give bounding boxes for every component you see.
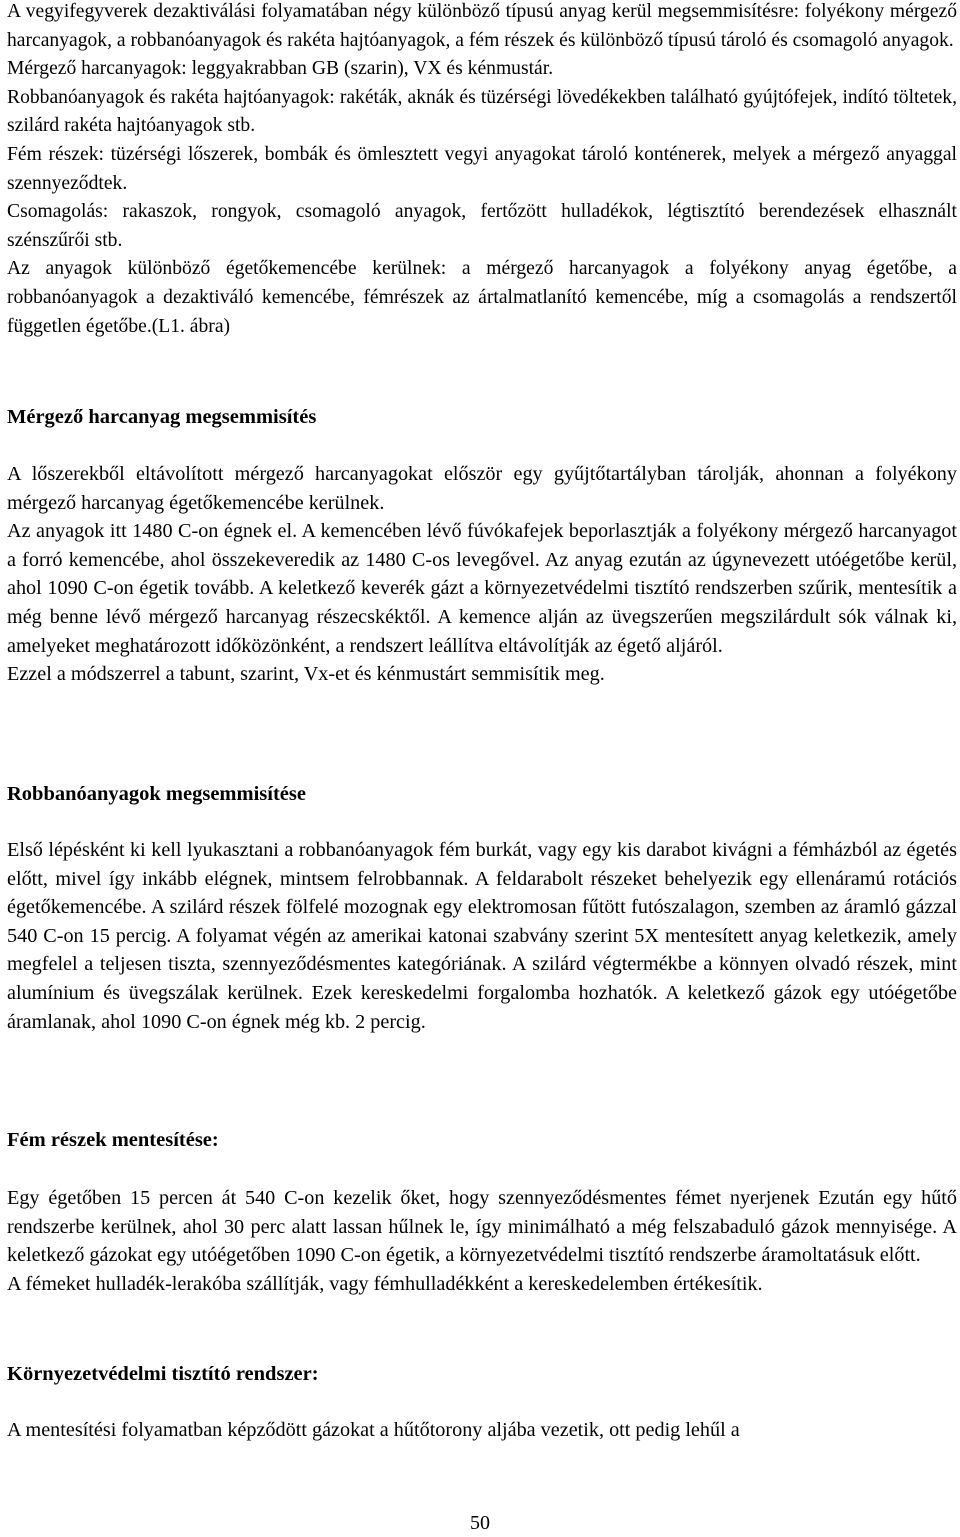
section-paragraph: Ezzel a módszerrel a tabunt, szarint, Vx-et és kénmustárt semmisítik meg. xyxy=(7,663,605,686)
page-number: 50 xyxy=(470,1512,490,1534)
section-paragraph: Egy égetőben 15 percen át 540 C-on kezelik őket, hogy szennyeződésmentes fémet nyerjenek Ezután egy hűtő rendszerbe kerülnek, ahol 30 perc alatt lassan hűlnek le, így minimálható a még felszabaduló gázok mennyisége. A keletkező gázokat egy utóégetőben 1090 C-on égetik, a környezetvédelmi tisztító rendszerbe áramoltatásuk előtt. xyxy=(7,1187,957,1267)
section-heading: Mérgező harcanyag megsemmisítés xyxy=(7,406,317,428)
section-body xyxy=(7,1184,957,1298)
section-paragraph: Az anyagok itt 1480 C-on égnek el. A kemencében lévő fúvókafejek beporlasztják a folyékony mérgező harcanyagot a forró kemencébe, ahol összekeveredik az 1480 C-os levegővel. Az anyag ezután az úgynevezett utóégetőbe kerül, ahol 1090 C-on égetik tovább. A keletkező keverék gázt a környezetvédelmi tisztító rendszerben szűrik, mentesítik a még benne lévő mérgező harcanyag részecskéktől. A kemence alján az üvegszerűen megszilárdult sók válnak ki, amelyeket meghatározott időközönként, a rendszert leállítva eltávolítják az égető aljáról. xyxy=(7,520,957,657)
section-heading: Fém részek mentesítése: xyxy=(7,1129,219,1151)
intro-paragraph: A vegyifegyverek dezaktiválási folyamatában négy különböző típusú anyag kerül megsemmisítésre: folyékony mérgező harcanyagok, a robbanóanyagok és rakéta hajtóanyagok, a fém részek és különböző típusú tároló és csomagoló anyagok. xyxy=(7,1,957,51)
section-body xyxy=(7,836,957,1036)
intro-block xyxy=(7,0,957,341)
section-paragraph: A lőszerekből eltávolított mérgező harcanyagokat először egy gyűjtőtartályban tárolják, ahonnan a folyékony mérgező harcanyag égetőkemencébe kerülnek. xyxy=(7,463,957,514)
intro-paragraph: Mérgező harcanyagok: leggyakrabban GB (szarin), VX és kénmustár. xyxy=(7,58,554,80)
section-paragraph: A mentesítési folyamatban képződött gázokat a hűtőtorony aljába vezetik, ott pedig lehűl a xyxy=(7,1419,740,1441)
section-heading: Környezetvédelmi tisztító rendszer: xyxy=(7,1363,319,1385)
section-paragraph: Első lépésként ki kell lyukasztani a robbanóanyagok fém burkát, vagy egy kis darabot kivágni a fémházból az égetés előtt, mivel így inkább elégnek, mintsem felrobbannak. A feldarabolt részeket behelyezik egy ellenáramú rotációs égetőkemencébe. A szilárd részek fölfelé mozognak egy elektromosan fűtött futószalagon, szemben az áramló gázzal 540 C-on 15 percig. A folyamat végén az amerikai katonai szabvány szerint 5X mentesített anyag keletkezik, amely megfelel a teljesen tiszta, szennyeződésmentes kategóriának. A szilárd végtermékbe a könnyen olvadó részek, mint alumínium és üvegszálak kerülnek. Ezek kereskedelmi forgalomba hozhatók. A keletkező gázok egy utóégetőbe áramlanak, ahol 1090 C-on égnek még kb. 2 percig. xyxy=(7,839,957,1033)
intro-paragraph: Robbanóanyagok és rakéta hajtóanyagok: rakéták, aknák és tüzérségi lövedékekben található gyújtófejek, indító töltetek, szilárd rakéta hajtóanyagok stb. xyxy=(7,86,957,137)
section-paragraph: A fémeket hulladék-lerakóba szállítják, vagy fémhulladékként a kereskedelemben értékesítik. xyxy=(7,1272,763,1295)
section-body xyxy=(7,1416,957,1445)
section-body xyxy=(7,460,957,689)
intro-paragraph: Fém részek: tüzérségi lőszerek, bombák és ömlesztett vegyi anyagokat tároló konténerek, melyek a mérgező anyaggal szennyeződtek. xyxy=(7,143,957,194)
intro-paragraph: Csomagolás: rakaszok, rongyok, csomagoló anyagok, fertőzött hulladékok, légtisztító berendezések elhasznált szénszűrői stb. xyxy=(7,201,957,251)
section-heading: Robbanóanyagok megsemmisítése xyxy=(7,783,306,805)
intro-paragraph: Az anyagok különböző égetőkemencébe kerülnek: a mérgező harcanyagok a folyékony anyag égetőbe, a robbanóanyagok a dezaktiváló kemencébe, fémrészek az ártalmatlanító kemencébe, míg a csomagolás a rendszertől független égetőbe.(L1. ábra) xyxy=(7,258,957,337)
